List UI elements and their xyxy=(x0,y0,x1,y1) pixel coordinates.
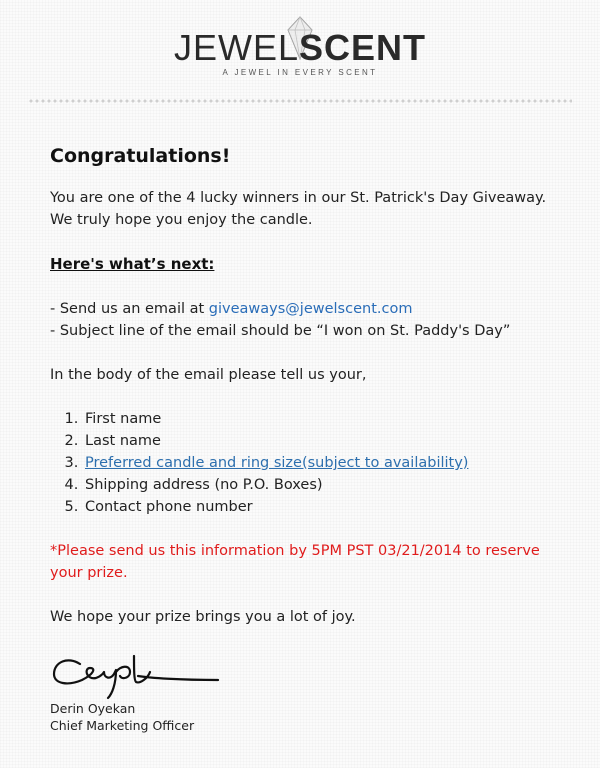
list-item-shipping-address: 4. Shipping address (no P.O. Boxes) xyxy=(83,474,570,496)
list-item-preferred-candle xyxy=(83,452,570,474)
brand-tagline: A JEWEL IN EVERY SCENT xyxy=(222,68,378,77)
brand-logo[interactable] xyxy=(0,14,600,66)
email-body xyxy=(50,143,570,628)
email-header xyxy=(0,0,600,110)
info-list xyxy=(50,408,570,518)
signature-block xyxy=(50,650,220,734)
body-intro: In the body of the email please tell us your, xyxy=(50,367,367,383)
deadline-notice: *Please send us this information by 5PM PST 03/21/2014 to reserve your prize. xyxy=(50,543,540,581)
preferred-candle-link[interactable]: Preferred candle and ring size(subject to availability) xyxy=(85,455,469,471)
step-subject-line: - Subject line of the email should be “I won on St. Paddy's Day” xyxy=(50,323,511,339)
brand-wordmark xyxy=(173,27,427,68)
intro-line-1: You are one of the 4 lucky winners in our St. Patrick's Day Giveaway. xyxy=(50,190,547,206)
intro-line-2: We truly hope you enjoy the candle. xyxy=(50,212,313,228)
list-item-phone-number: 5. Contact phone number xyxy=(83,496,570,518)
email-heading: Congratulations! xyxy=(50,145,231,167)
step-send-email xyxy=(50,298,570,320)
brand-name-bold: SCENT xyxy=(299,27,427,68)
brand-name-light: JEWEL xyxy=(173,27,299,68)
closing-line: We hope your prize brings you a lot of joy. xyxy=(50,609,356,625)
dotted-divider xyxy=(28,99,572,103)
giveaway-email-link[interactable]: giveaways@jewelscent.com xyxy=(208,301,413,317)
list-item-last-name: 2. Last name xyxy=(83,430,570,452)
next-steps-heading: Here's what’s next: xyxy=(50,255,215,273)
signer-title: Chief Marketing Officer xyxy=(50,718,195,733)
signer-name: Derin Oyekan xyxy=(50,701,136,716)
list-item-first-name: 1. First name xyxy=(83,408,570,430)
step-send-email-text: - Send us an email at xyxy=(50,301,209,317)
handwritten-signature xyxy=(50,650,220,700)
